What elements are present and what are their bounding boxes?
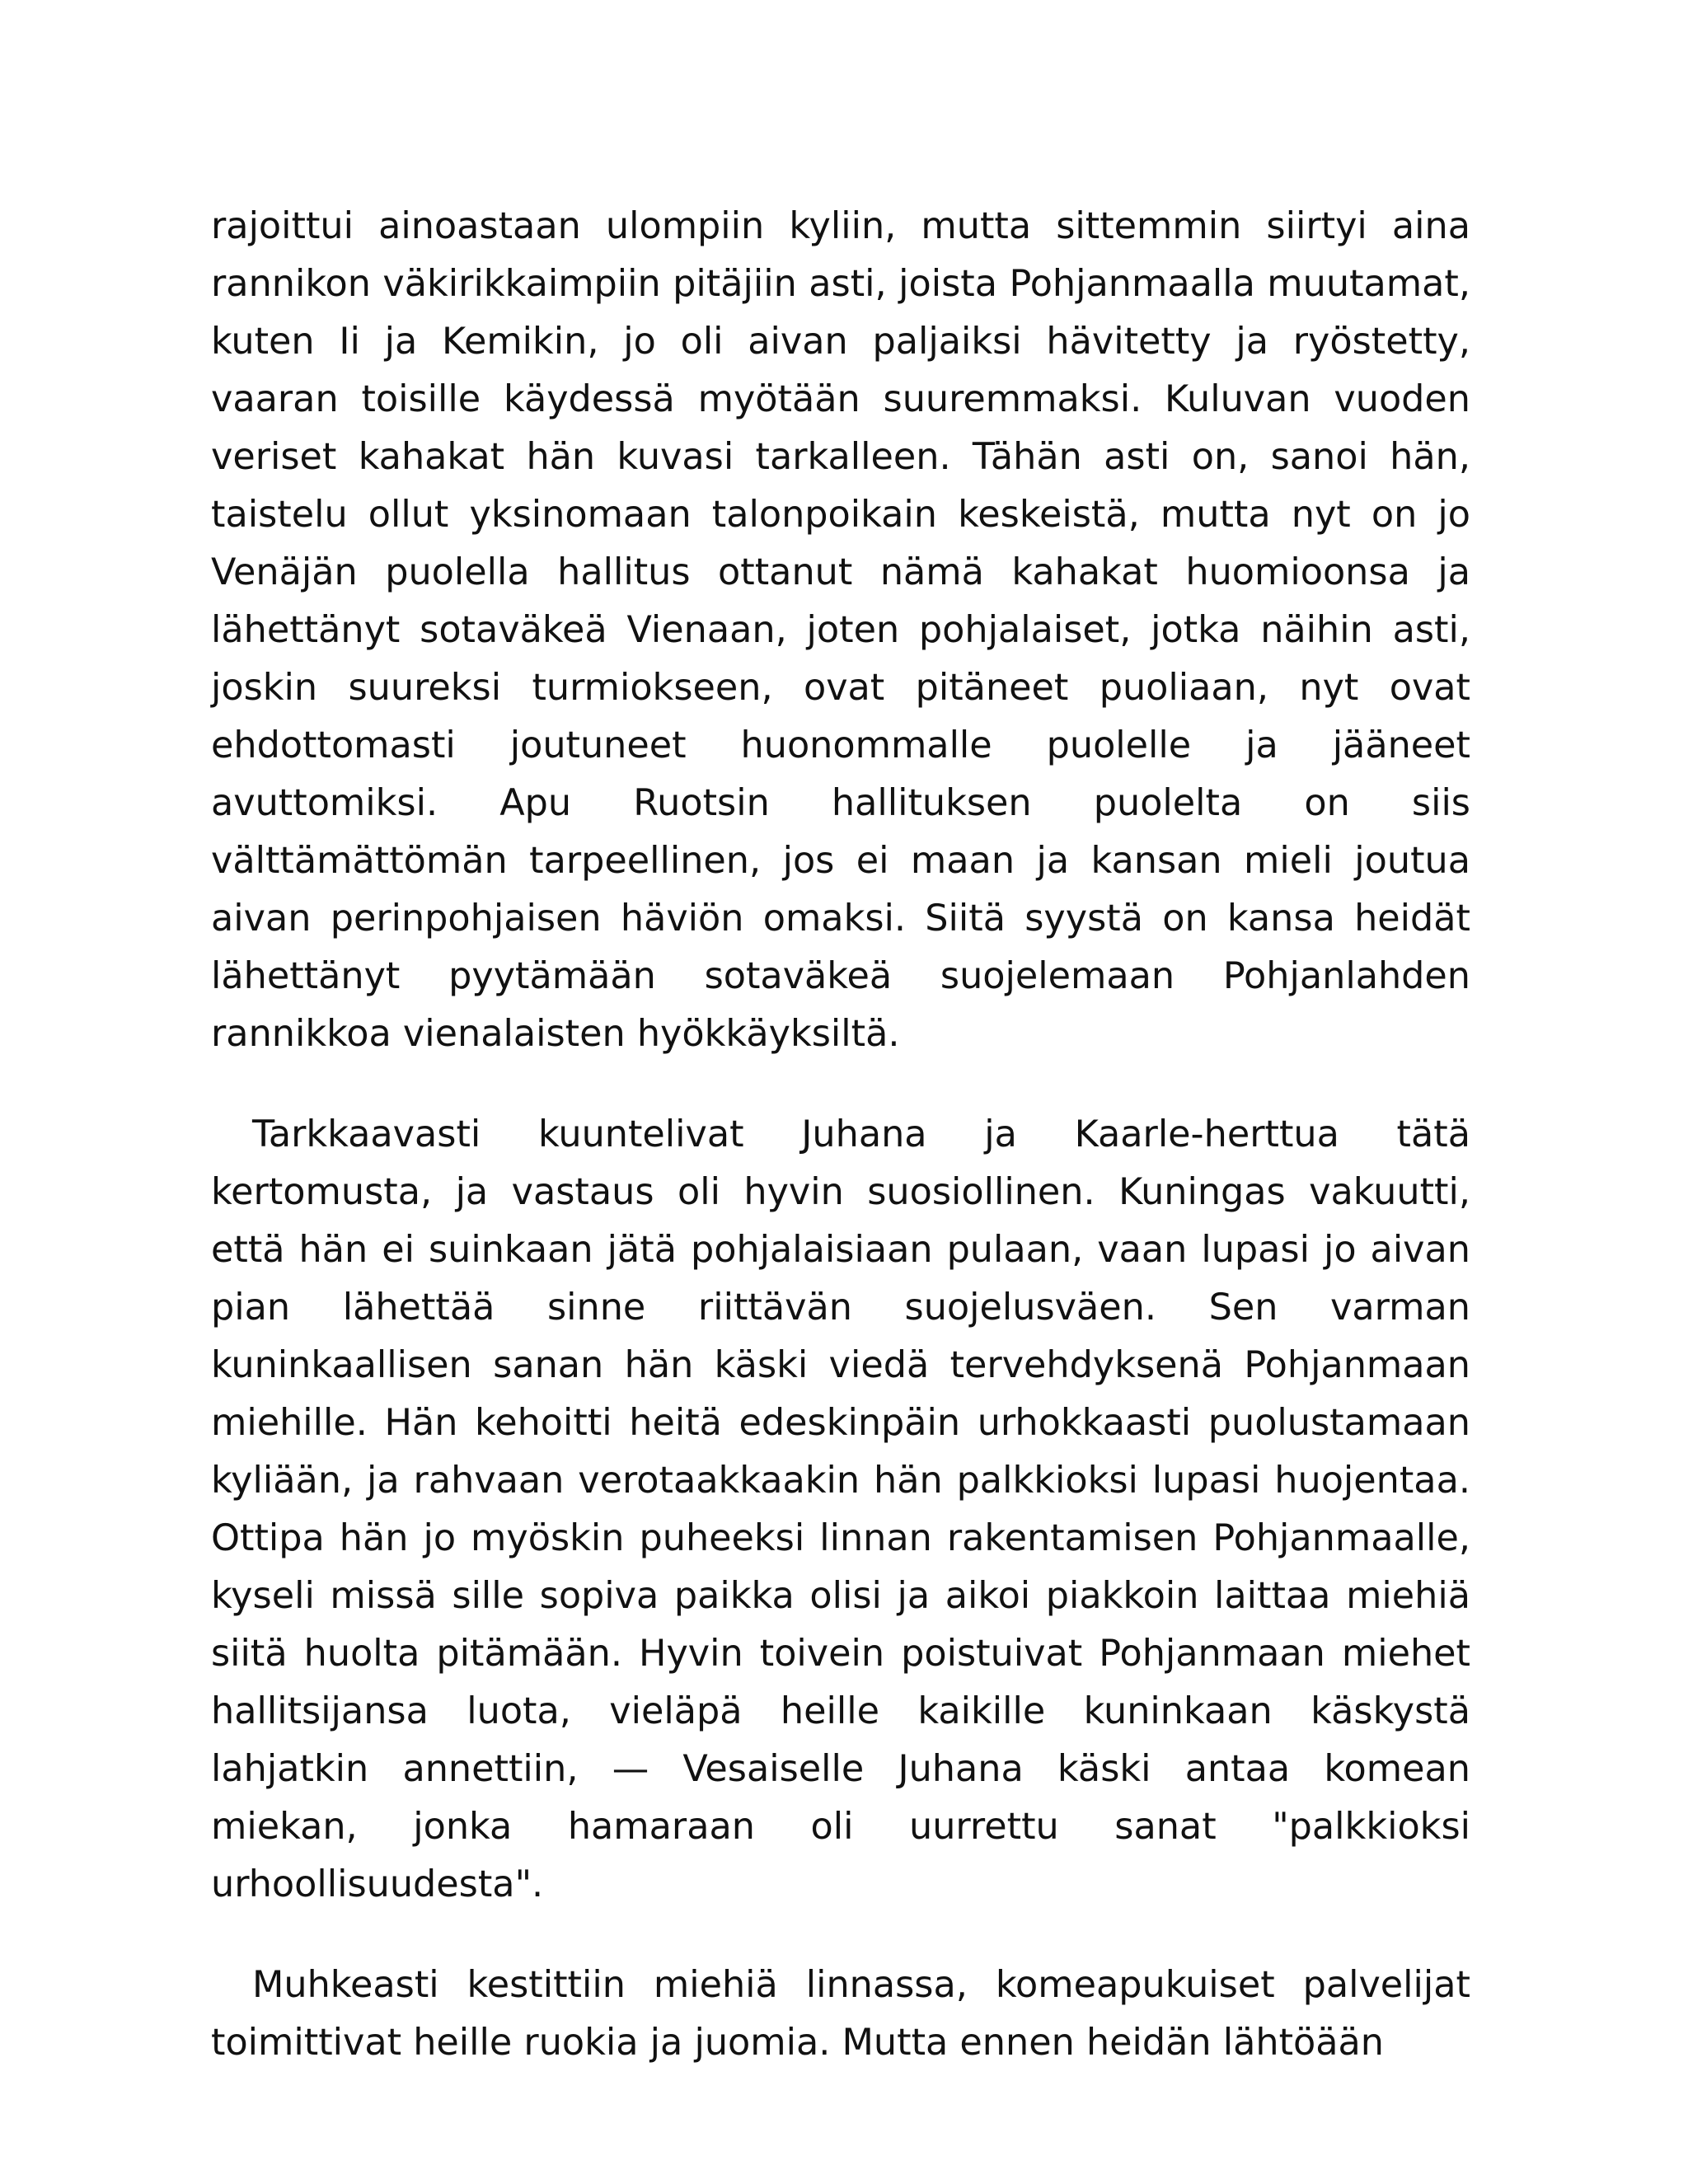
paragraph-2: Tarkkaavasti kuuntelivat Juhana ja Kaarle-herttua tätä kertomusta, ja vastaus oli hyvin suosiollinen. Kuningas vakuutti, että hän ei suinkaan jätä pohjalaisiaan pulaan, vaan lupasi jo aivan pian lähettää sinne riittävän suojelusväen. Sen varman kuninkaallisen sanan hän käski viedä tervehdyksenä Pohjanmaan miehille. Hän kehoitti heitä edeskinpäin urhokkaasti puolustamaan kyliään, ja rahvaan verotaakkaakin hän palkkioksi lupasi huojentaa. Ottipa hän jo myöskin puheeksi linnan rakentamisen Pohjanmaalle, kyseli missä sille sopiva paikka olisi ja aikoi piakkoin laittaa miehiä siitä huolta pitämään. Hyvin toivein poistuivat Pohjanmaan miehet hallitsijansa luota, vieläpä heille kaikille kuninkaan käskystä lahjatkin annettiin, — Vesaiselle Juhana käski antaa komean miekan, jonka hamaraan oli uurrettu sanat "palkkioksi urhoollisuudesta". (211, 1113, 1470, 1905)
document-page (211, 198, 1470, 2072)
paragraph-1: rajoittui ainoastaan ulompiin kyliin, mutta sittemmin siirtyi aina rannikon väkirikkaimpiin pitäjiin asti, joista Pohjanmaalla muutamat, kuten Ii ja Kemikin, jo oli aivan paljaiksi hävitetty ja ryöstetty, vaaran toisille käydessä myötään suuremmaksi. Kuluvan vuoden veriset kahakat hän kuvasi tarkalleen. Tähän asti on, sanoi hän, taistelu ollut yksinomaan talonpoikain keskeistä, mutta nyt on jo Venäjän puolella hallitus ottanut nämä kahakat huomioonsa ja lähettänyt sotaväkeä Vienaan, joten pohjalaiset, jotka näihin asti, joskin suureksi turmiokseen, ovat pitäneet puoliaan, nyt ovat ehdottomasti joutuneet huonommalle puolelle ja jääneet avuttomiksi. Apu Ruotsin hallituksen puolelta on siis välttämättömän tarpeellinen, jos ei maan ja kansan mieli joutua aivan perinpohjaisen häviön omaksi. Siitä syystä on kansa heidät lähettänyt pyytämään sotaväkeä suojelemaan Pohjanlahden rannikkoa vienalaisten hyökkäyksiltä. (211, 205, 1470, 1055)
paragraph-3: Muhkeasti kestittiin miehiä linnassa, komeapukuiset palvelijat toimittivat heille ruokia ja juomia. Mutta ennen heidän lähtöään (211, 1964, 1470, 2064)
